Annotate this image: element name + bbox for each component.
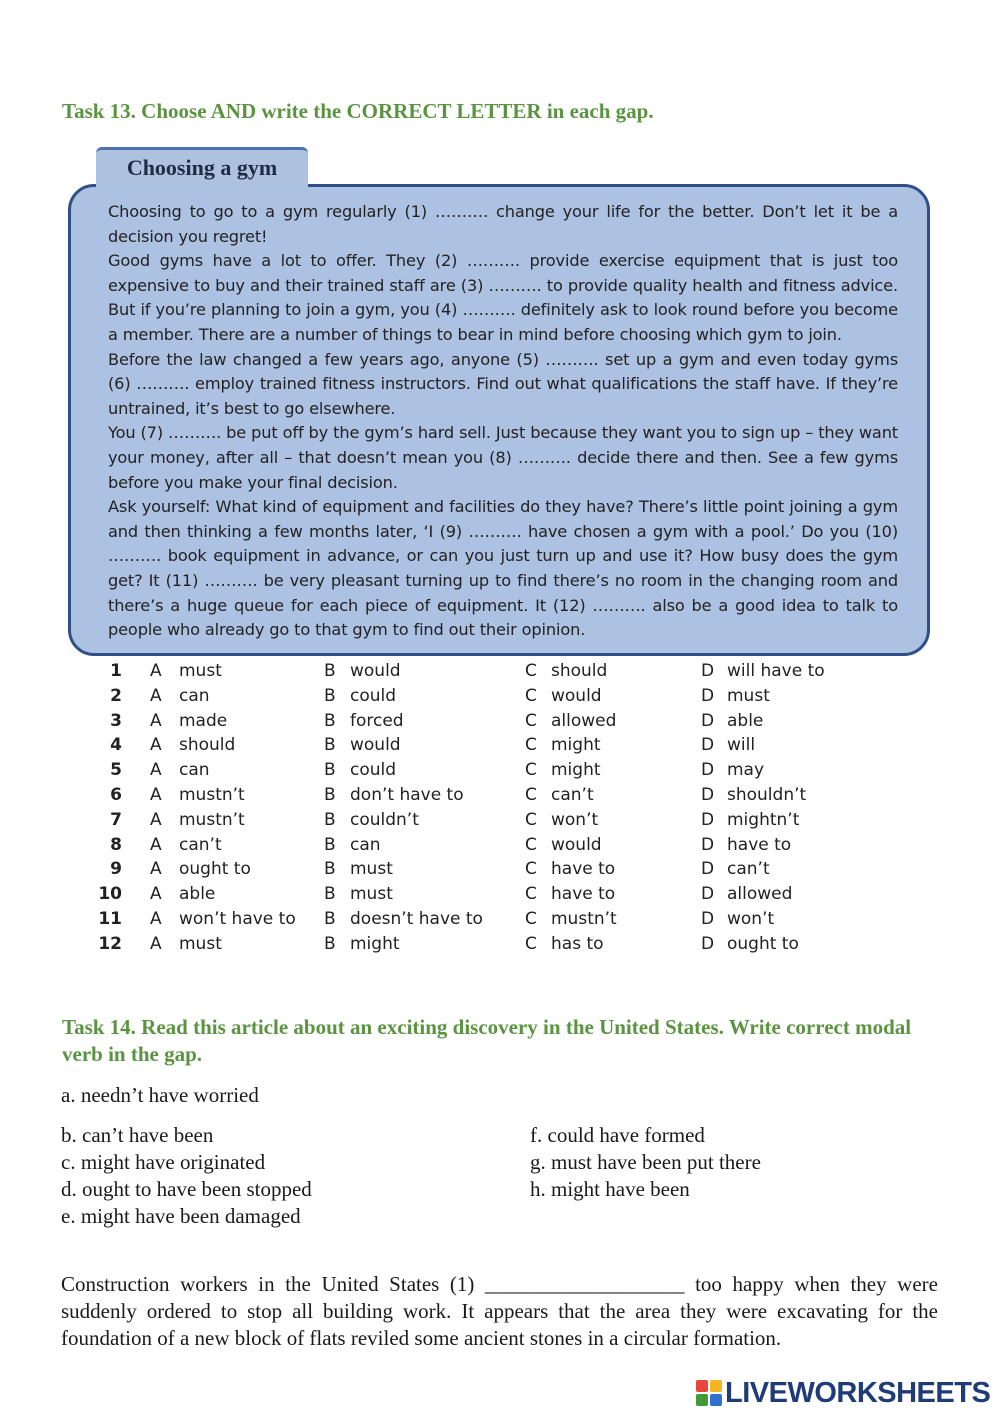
option-letter: D	[701, 933, 715, 954]
passage-paragraph: Ask yourself: What kind of equipment and facilities do they have? There’s little point joining a gym and then thinking a few months later, ‘I (9) ………. have chosen a gym with a pool.’ Do you (10) ………. book equipment in advance, or can you just turn up and use it? How busy does the gym get? It (11) ………. be very pleasant turning up to find there’s no room in the changing room and there’s a huge queue for each piece of equipment. It (12) ………. also be a good idea to talk to people who already go to that gym to find out their opinion.	[108, 497, 898, 640]
option-letter: B	[324, 859, 336, 880]
choice-d: d. ought to have been stopped	[61, 1177, 312, 1201]
option-letter: A	[150, 685, 162, 706]
option-letter: A	[150, 884, 162, 905]
option-value: doesn’t have to	[350, 908, 483, 929]
choice-h: h. might have been	[530, 1177, 690, 1201]
option-number: 4	[110, 735, 122, 756]
option-value: might	[551, 760, 601, 781]
option-letter: A	[150, 661, 162, 681]
option-row	[96, 661, 916, 686]
option-letter: D	[701, 760, 715, 781]
option-value: have to	[727, 834, 792, 855]
answer-options	[96, 661, 916, 959]
option-value: would	[350, 661, 401, 681]
option-value: should	[179, 735, 236, 756]
option-letter: C	[525, 760, 537, 781]
option-value: has to	[551, 933, 604, 954]
option-letter: D	[701, 661, 715, 681]
choice-e: e. might have been damaged	[61, 1204, 301, 1228]
option-value: made	[179, 710, 228, 731]
option-value: mustn’t	[179, 809, 245, 830]
option-letter: C	[525, 710, 537, 731]
option-number: 11	[98, 908, 122, 929]
task14-title: Task 14. Read this article about an exciting discovery in the United States. Write correct modal verb in the gap.	[62, 1015, 912, 1066]
option-row	[96, 859, 916, 884]
option-number: 5	[110, 760, 122, 781]
option-value: ought to	[179, 859, 251, 880]
option-value: would	[350, 735, 401, 756]
option-row	[96, 934, 916, 959]
option-value: must	[350, 884, 393, 905]
option-letter: A	[150, 834, 162, 855]
option-value: mustn’t	[551, 908, 617, 929]
option-value: won’t	[551, 809, 599, 830]
option-letter: C	[525, 908, 537, 929]
option-letter: A	[150, 784, 162, 805]
option-letter: C	[525, 784, 537, 805]
choice-c: c. might have originated	[61, 1150, 266, 1174]
logo-square	[696, 1380, 708, 1392]
passage-paragraph: Before the law changed a few years ago, anyone (5) ………. set up a gym and even today gyms (6) ………. employ trained fitness instructors. Find out what qualifications the staff have. If they’re untrained, it’s best to go elsewhere.	[108, 349, 898, 418]
option-row	[96, 810, 916, 835]
option-letter: B	[324, 760, 336, 781]
choice-a: a. needn’t have worried	[61, 1083, 259, 1107]
option-value: couldn’t	[350, 809, 419, 830]
option-letter: C	[525, 933, 537, 954]
option-value: won’t have to	[179, 908, 296, 929]
option-letter: A	[150, 908, 162, 929]
option-value: have to	[551, 859, 616, 880]
option-letter: A	[150, 735, 162, 756]
option-letter: D	[701, 784, 715, 805]
option-letter: A	[150, 933, 162, 954]
logo-square	[710, 1394, 722, 1406]
option-value: can	[350, 834, 381, 855]
option-value: must	[179, 933, 222, 954]
option-row	[96, 884, 916, 909]
option-letter: C	[525, 685, 537, 706]
option-letter: C	[525, 834, 537, 855]
option-row	[96, 909, 916, 934]
option-value: mightn’t	[727, 809, 800, 830]
option-value: have to	[551, 884, 616, 905]
option-number: 6	[110, 784, 122, 805]
logo-square	[710, 1380, 722, 1392]
option-number: 8	[110, 834, 122, 855]
passage-paragraph: You (7) ………. be put off by the gym’s hard sell. Just because they want you to sign up – they want your money, after all – that doesn’t mean you (8) ………. decide there and then. See a few gyms before you make your final decision.	[108, 423, 898, 492]
passage-title: Choosing a gym	[96, 147, 308, 187]
option-value: must	[727, 685, 770, 706]
option-letter: D	[701, 735, 715, 756]
option-value: must	[350, 859, 393, 880]
option-letter: A	[150, 760, 162, 781]
option-letter: B	[324, 908, 336, 929]
option-value: can	[179, 685, 210, 706]
option-letter: B	[324, 661, 336, 681]
option-number: 1	[110, 661, 122, 681]
option-row	[96, 785, 916, 810]
option-letter: D	[701, 859, 715, 880]
option-value: forced	[350, 710, 404, 731]
option-letter: C	[525, 859, 537, 880]
option-value: able	[179, 884, 216, 905]
option-letter: D	[701, 884, 715, 905]
option-letter: B	[324, 710, 336, 731]
option-number: 9	[110, 859, 122, 880]
option-letter: B	[324, 884, 336, 905]
option-value: shouldn’t	[727, 784, 807, 805]
option-letter: D	[701, 834, 715, 855]
option-letter: D	[701, 908, 715, 929]
option-row	[96, 735, 916, 760]
choice-f: f. could have formed	[530, 1123, 705, 1147]
task13-title: Task 13. Choose AND write the CORRECT LETTER in each gap.	[62, 99, 654, 123]
option-value: can’t	[551, 784, 594, 805]
option-letter: A	[150, 809, 162, 830]
option-value: can’t	[727, 859, 770, 880]
passage-text	[108, 200, 898, 643]
option-value: don’t have to	[350, 784, 464, 805]
option-letter: A	[150, 710, 162, 731]
passage-paragraph: Choosing to go to a gym regularly (1) ………. change your life for the better. Don’t let it be a decision you regret!	[108, 202, 898, 246]
option-value: will	[727, 735, 756, 756]
choice-g: g. must have been put there	[530, 1150, 761, 1174]
option-row	[96, 835, 916, 860]
option-value: will have to	[727, 661, 825, 681]
liveworksheets-logo	[696, 1376, 990, 1410]
option-letter: B	[324, 735, 336, 756]
option-value: could	[350, 760, 397, 781]
option-value: might	[350, 933, 400, 954]
option-value: may	[727, 760, 765, 781]
option-letter: C	[525, 661, 537, 681]
option-row	[96, 711, 916, 736]
option-letter: B	[324, 834, 336, 855]
option-number: 12	[98, 933, 122, 954]
option-letter: B	[324, 685, 336, 706]
option-letter: D	[701, 809, 715, 830]
option-value: could	[350, 685, 397, 706]
option-letter: B	[324, 784, 336, 805]
logo-square	[696, 1394, 708, 1406]
option-row	[96, 686, 916, 711]
option-value: able	[727, 710, 764, 731]
option-value: can	[179, 760, 210, 781]
option-value: won’t	[727, 908, 775, 929]
option-number: 10	[98, 884, 122, 905]
logo-text: LIVEWORKSHEETS	[725, 1376, 991, 1409]
option-row	[96, 760, 916, 785]
option-letter: C	[525, 809, 537, 830]
option-value: would	[551, 834, 602, 855]
option-value: allowed	[727, 884, 793, 905]
option-value: mustn’t	[179, 784, 245, 805]
option-letter: D	[701, 710, 715, 731]
option-value: can’t	[179, 834, 222, 855]
article-text: Construction workers in the United States (1) ___________________ too happy when they were suddenly ordered to stop all building work. It appears that the area they were excavating for the foundation of a new block of flats reviled some ancient stones in a circular formation.	[61, 1272, 938, 1350]
option-letter: B	[324, 809, 336, 830]
option-number: 3	[110, 710, 122, 731]
option-letter: C	[525, 884, 537, 905]
option-value: would	[551, 685, 602, 706]
passage-paragraph: Good gyms have a lot to offer. They (2) ………. provide exercise equipment that is just too expensive to buy and their trained staff are (3) ………. to provide quality health and fitness advice. But if you’re planning to join a gym, you (4) ………. definitely ask to look round before you become a member. There are a number of things to bear in mind before choosing which gym to join.	[108, 251, 898, 344]
option-letter: A	[150, 859, 162, 880]
option-value: allowed	[551, 710, 617, 731]
option-value: might	[551, 735, 601, 756]
option-letter: B	[324, 933, 336, 954]
option-letter: D	[701, 685, 715, 706]
option-letter: C	[525, 735, 537, 756]
choice-b: b. can’t have been	[61, 1123, 214, 1147]
option-number: 7	[110, 809, 122, 830]
option-number: 2	[110, 685, 122, 706]
logo-mark-icon	[696, 1380, 722, 1406]
option-value: ought to	[727, 933, 799, 954]
option-value: must	[179, 661, 222, 681]
option-value: should	[551, 661, 608, 681]
